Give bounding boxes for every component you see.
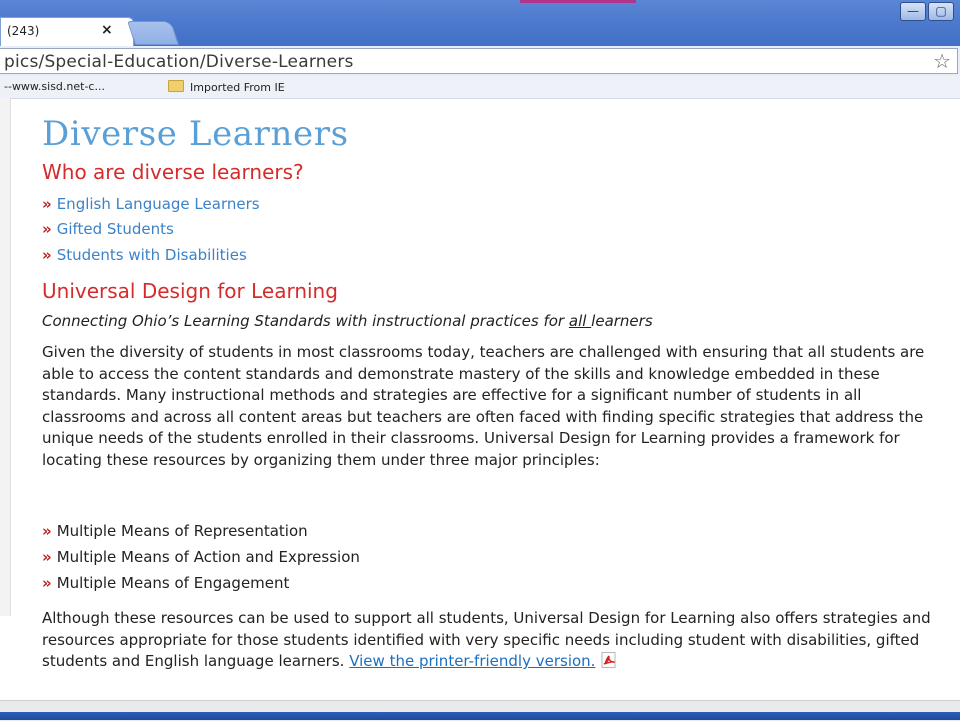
- bullet-glyph: »: [42, 574, 52, 592]
- subtitle-prefix: Connecting Ohio’s Learning Standards with instructional practices for: [42, 312, 569, 330]
- pdf-icon[interactable]: [601, 652, 617, 668]
- subtitle-suffix: learners: [591, 312, 653, 330]
- principle-action-expression: Multiple Means of Action and Expression: [56, 548, 360, 566]
- close-icon[interactable]: ×: [101, 22, 113, 38]
- minimize-button[interactable]: —: [900, 2, 926, 21]
- printer-friendly-link[interactable]: View the printer-friendly version.: [349, 652, 596, 671]
- bookmark-imported-label: Imported From IE: [190, 81, 285, 94]
- link-students-with-disabilities[interactable]: Students with Disabilities: [56, 246, 247, 264]
- subtitle-underlined: all: [568, 312, 592, 330]
- bullet-glyph: »: [42, 548, 52, 566]
- closing-text: Although these resources can be used to support all students, Universal Design for Learning also offers strategies and resources appropriate for those students identified with very specific needs including student with disabilities, gifted students and English language learners.: [42, 609, 931, 671]
- section-heading-diverse-learners: Who are diverse learners?: [42, 160, 304, 184]
- new-tab-button[interactable]: [127, 21, 179, 45]
- udl-subtitle: [42, 312, 653, 330]
- link-gifted-students[interactable]: Gifted Students: [56, 220, 174, 238]
- url-text: pics/Special-Education/Diverse-Learners: [4, 52, 354, 72]
- browser-titlebar: [0, 0, 960, 46]
- folder-icon: [168, 80, 184, 92]
- bullet-glyph: »: [42, 522, 52, 540]
- left-gutter: [0, 98, 11, 616]
- bookmark-sisd[interactable]: --www.sisd.net-c...: [4, 80, 105, 93]
- tab-title: (243): [7, 24, 40, 38]
- star-icon[interactable]: ☆: [933, 49, 951, 73]
- maximize-button[interactable]: ▢: [928, 2, 954, 21]
- bookmarks-bar: [0, 76, 960, 99]
- principle-engagement: Multiple Means of Engagement: [56, 574, 290, 592]
- list-item: [42, 548, 360, 566]
- list-item[interactable]: [42, 220, 174, 238]
- link-english-language-learners[interactable]: English Language Learners: [56, 195, 260, 213]
- page-title: Diverse Learners: [42, 114, 349, 154]
- closing-paragraph: [42, 608, 946, 673]
- list-item[interactable]: [42, 195, 260, 213]
- window-controls: [900, 2, 954, 22]
- bullet-glyph: »: [42, 220, 52, 238]
- list-item[interactable]: [42, 246, 247, 264]
- title-accent: [520, 0, 636, 3]
- list-item: [42, 522, 308, 540]
- address-bar[interactable]: [0, 48, 958, 74]
- browser-toolbar: [0, 46, 960, 77]
- udl-paragraph: Given the diversity of students in most classrooms today, teachers are challenged with ensuring that all students are able to access the content standards and demonstrate mastery of the skills and knowledge embedded in these standards. Many instructional methods and strategies are effective for a significant number of students in all classrooms and across all content areas but teachers are often faced with finding specific strategies that address the unique needs of the students enrolled in their classrooms. Universal Design for Learning provides a framework for locating these resources by organizing them under three major principles:: [42, 343, 925, 469]
- tab-active[interactable]: [0, 17, 134, 46]
- bookmark-imported-folder[interactable]: [168, 80, 285, 94]
- principle-representation: Multiple Means of Representation: [56, 522, 308, 540]
- os-taskbar: [0, 712, 960, 720]
- section-heading-udl: Universal Design for Learning: [42, 279, 338, 303]
- bullet-glyph: »: [42, 246, 52, 264]
- list-item: [42, 574, 289, 592]
- bullet-glyph: »: [42, 195, 52, 213]
